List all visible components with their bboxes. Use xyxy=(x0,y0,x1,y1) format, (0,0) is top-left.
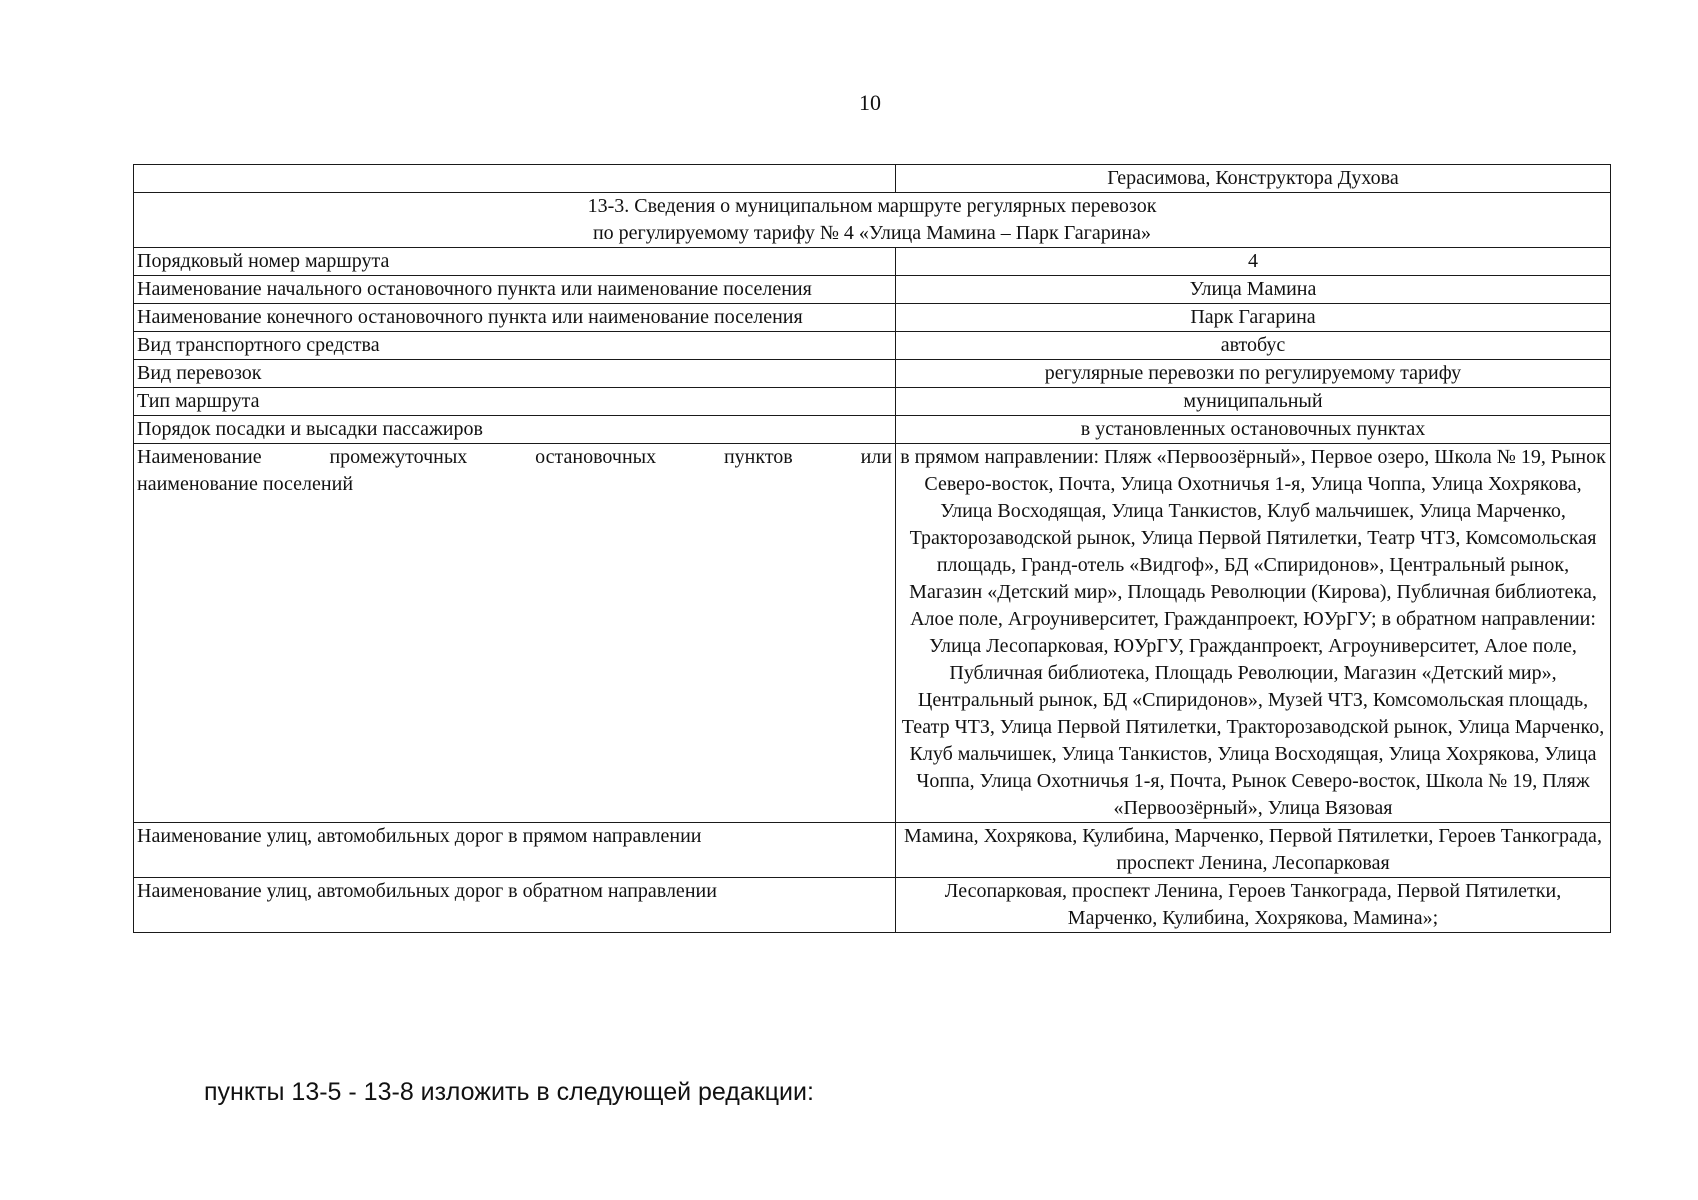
table-row xyxy=(134,878,1611,933)
table-row xyxy=(134,823,1611,878)
row-value-intermediate-stops: в прямом направлении: Пляж «Первоозёрный», Первое озеро, Школа № 19, Рынок Северо-восток, Почта, Улица Охотничья 1-я, Улица Чоппа, Улица Хохрякова, Улица Восходящая, Улица Танкистов, Клуб мальчишек, Улица Марченко, Тракторозаводской рынок, Улица Первой Пятилетки, Театр ЧТЗ, Комсомольская площадь, Гранд-отель «Видгоф», БД «Спиридонов», Центральный рынок, Магазин «Детский мир», Площадь Революции (Кирова), Публичная библиотека, Алое поле, Агроуниверситет, Гражданпроект, ЮУрГУ; в обратном направлении: Улица Лесопарковая, ЮУрГУ, Гражданпроект, Агроуниверситет, Алое поле, Публичная библиотека, Площадь Революции, Магазин «Детский мир», Центральный рынок, БД «Спиридонов», Музей ЧТЗ, Комсомольская площадь, Театр ЧТЗ, Улица Первой Пятилетки, Тракторозаводской рынок, Улица Марченко, Клуб мальчишек, Улица Танкистов, Улица Восходящая, Улица Хохрякова, Улица Чоппа, Улица Охотничья 1-я, Почта, Рынок Северо-восток, Школа № 19, Пляж «Первоозёрный», Улица Вязовая xyxy=(896,444,1611,823)
row-value-vehicle-type: автобус xyxy=(896,332,1611,360)
table-row xyxy=(134,444,1611,823)
intermediate-stops-label-line-1: Наименование промежуточных остановочных пунктов или xyxy=(137,446,892,468)
row-label-intermediate-stops xyxy=(134,444,896,823)
row-label-transport-kind: Вид перевозок xyxy=(134,360,896,388)
table-row xyxy=(134,276,1611,304)
row-value-end-stop: Парк Гагарина xyxy=(896,304,1611,332)
row-label-streets-backward: Наименование улиц, автомобильных дорог в обратном направлении xyxy=(134,878,896,933)
intermediate-stops-label-line-2: наименование поселений xyxy=(137,473,354,495)
table-row-section-title xyxy=(134,193,1611,248)
row-value-route-number: 4 xyxy=(896,248,1611,276)
table-row xyxy=(134,248,1611,276)
row-label-start-stop: Наименование начального остановочного пункта или наименование поселения xyxy=(134,276,896,304)
table-row xyxy=(134,304,1611,332)
continuation-value-cell: Герасимова, Конструктора Духова xyxy=(896,165,1611,193)
row-label-end-stop: Наименование конечного остановочного пункта или наименование поселения xyxy=(134,304,896,332)
row-value-transport-kind: регулярные перевозки по регулируемому тарифу xyxy=(896,360,1611,388)
route-info-table xyxy=(133,164,1611,933)
row-value-start-stop: Улица Мамина xyxy=(896,276,1611,304)
continuation-label-cell xyxy=(134,165,896,193)
table-row xyxy=(134,416,1611,444)
row-value-streets-backward: Лесопарковая, проспект Ленина, Героев Танкограда, Первой Пятилетки, Марченко, Кулибина, Хохрякова, Мамина»; xyxy=(896,878,1611,933)
row-value-route-type: муниципальный xyxy=(896,388,1611,416)
section-title-line-2: по регулируемому тарифу № 4 «Улица Мамина – Парк Гагарина» xyxy=(592,222,1152,244)
page-number: 10 xyxy=(859,90,881,115)
section-title-cell xyxy=(134,193,1611,248)
table-row xyxy=(134,388,1611,416)
table-row xyxy=(134,360,1611,388)
row-label-route-number: Порядковый номер маршрута xyxy=(134,248,896,276)
table-row-continuation xyxy=(134,165,1611,193)
table-row xyxy=(134,332,1611,360)
row-value-boarding-order: в установленных остановочных пунктах xyxy=(896,416,1611,444)
row-value-streets-forward: Мамина, Хохрякова, Кулибина, Марченко, Первой Пятилетки, Героев Танкограда, проспект Ленина, Лесопарковая xyxy=(896,823,1611,878)
row-label-boarding-order: Порядок посадки и высадки пассажиров xyxy=(134,416,896,444)
section-title-line-1: 13-3. Сведения о муниципальном маршруте регулярных перевозок xyxy=(587,195,1157,217)
footer-amendment-text: пункты 13-5 - 13-8 изложить в следующей редакции: xyxy=(204,1078,814,1106)
row-label-vehicle-type: Вид транспортного средства xyxy=(134,332,896,360)
row-label-route-type: Тип маршрута xyxy=(134,388,896,416)
row-label-streets-forward: Наименование улиц, автомобильных дорог в прямом направлении xyxy=(134,823,896,878)
